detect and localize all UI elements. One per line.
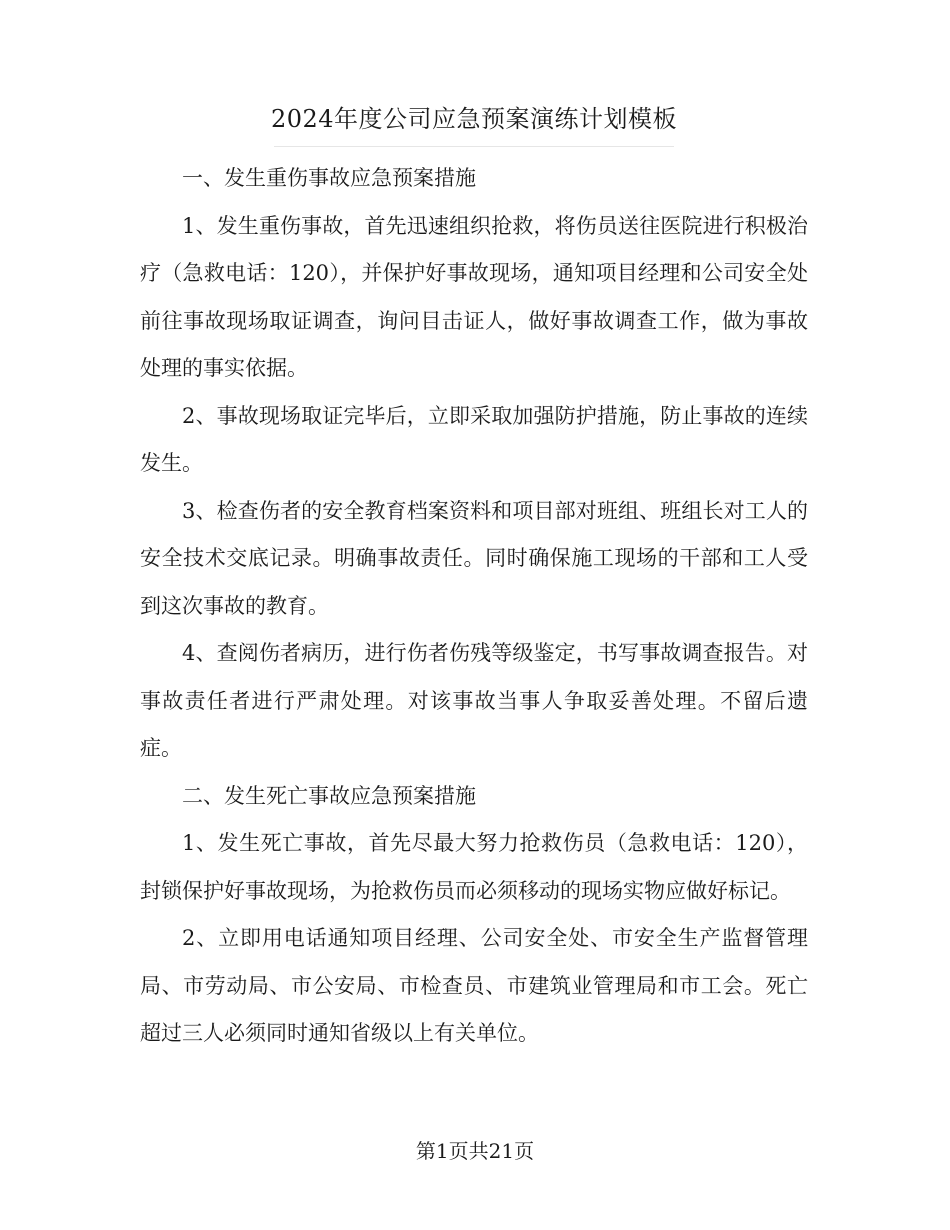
paragraph: 4、查阅伤者病历，进行伤者伤残等级鉴定，书写事故调查报告。对事故责任者进行严肃处理。对该事故当事人争取妥善处理。不留后遗症。 <box>140 641 808 760</box>
paragraph: 2、立即用电话通知项目经理、公司安全处、市安全生产监督管理局、市劳动局、市公安局、市检查员、市建筑业管理局和市工会。死亡超过三人必须同时通知省级以上有关单位。 <box>140 926 808 1045</box>
document-title: 2024年度公司应急预案演练计划模板 <box>270 105 678 133</box>
paragraph: 3、检查伤者的安全教育档案资料和项目部对班组、班组长对工人的安全技术交底记录。明确事故责任。同时确保施工现场的干部和工人受到这次事故的教育。 <box>140 498 808 618</box>
paragraph: 1、发生死亡事故，首先尽最大努力抢救伤员（急救电话：120），封锁保护好事故现场，为抢救伤员而必须移动的现场实物应做好标记。 <box>140 831 808 903</box>
document-page <box>140 98 808 1058</box>
paragraph: 2、事故现场取证完毕后，立即采取加强防护措施，防止事故的连续发生。 <box>140 403 808 475</box>
section-heading-serious-injury: 一、发生重伤事故应急预案措施 <box>182 166 476 190</box>
title-divider <box>274 146 674 147</box>
page-number-footer: 第1页共21页 <box>415 1139 535 1163</box>
paragraph: 1、发生重伤事故，首先迅速组织抢救，将伤员送往医院进行积极治疗（急救电话：120），并保护好事故现场，通知项目经理和公司安全处前往事故现场取证调查，询问目击证人，做好事故调查工作，做为事故处理的事实依据。 <box>140 213 808 380</box>
section-heading-fatal-accident: 二、发生死亡事故应急预案措施 <box>182 783 476 808</box>
